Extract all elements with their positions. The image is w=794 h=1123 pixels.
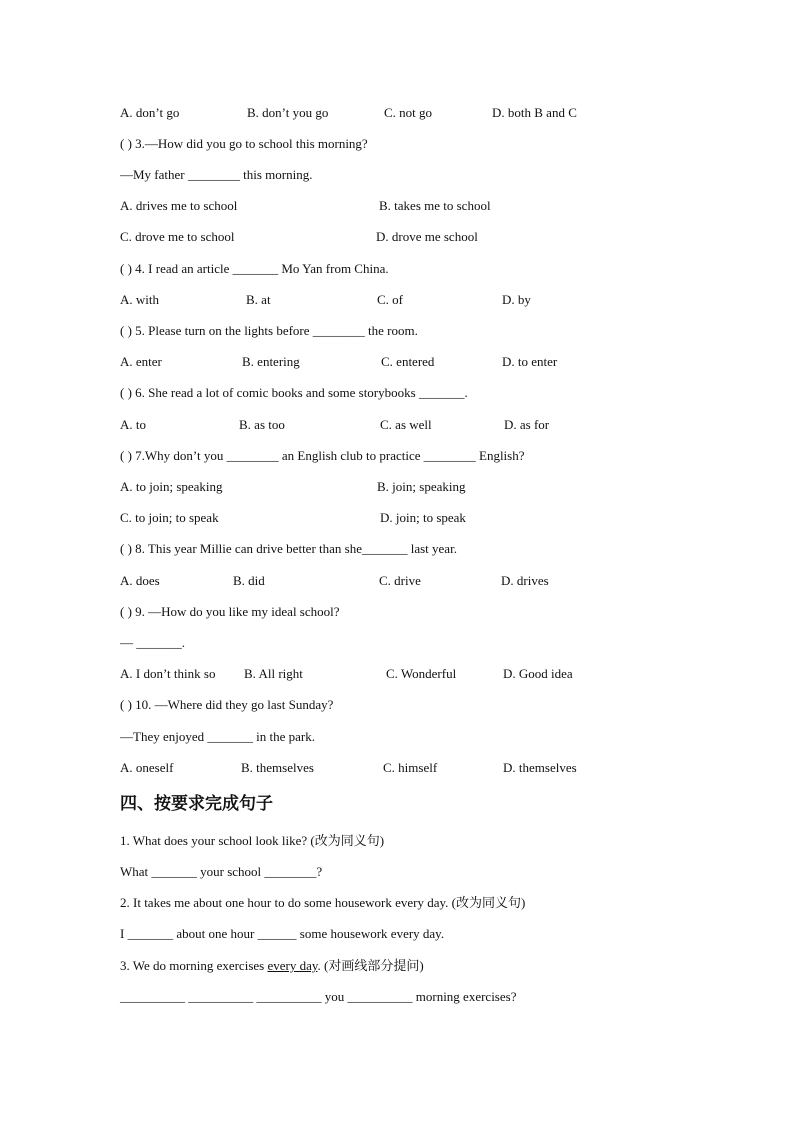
answer-option: B. at — [246, 292, 271, 307]
answer-option: C. entered — [381, 354, 435, 369]
answer-option: D. themselves — [503, 760, 577, 775]
question-line: —They enjoyed _______ in the park. — [120, 729, 315, 744]
answer-option: C. Wonderful — [386, 666, 457, 681]
answer-option: D. Good idea — [503, 666, 573, 681]
question-instruction: . (对画线部分提问) — [317, 958, 424, 973]
answer-option: D. by — [502, 292, 531, 307]
answer-option: A. oneself — [120, 760, 174, 775]
question-line: ( ) 8. This year Millie can drive better than she_______ last year. — [120, 541, 457, 556]
answer-option: C. drive — [379, 573, 421, 588]
answer-option: D. drives — [501, 573, 549, 588]
question-line: ( ) 3.—How did you go to school this morning? — [120, 136, 368, 151]
answer-option: C. of — [377, 292, 403, 307]
answer-option: A. to join; speaking — [120, 479, 223, 494]
answer-option: A. drives me to school — [120, 198, 238, 213]
answer-option: B. takes me to school — [379, 198, 491, 213]
answer-option: A. does — [120, 573, 160, 588]
question-line: — _______. — [120, 635, 185, 650]
answer-option: A. to — [120, 417, 146, 432]
question-line: —My father ________ this morning. — [120, 167, 313, 182]
answer-option: D. join; to speak — [380, 510, 466, 525]
question-line: 1. What does your school look like? (改为同义句) — [120, 833, 385, 848]
question-line: What _______ your school ________? — [120, 864, 323, 879]
question-text: 3. We do morning exercises — [120, 958, 268, 973]
answer-option: D. as for — [504, 417, 550, 432]
answer-option: A. with — [120, 292, 159, 307]
answer-option: B. join; speaking — [377, 479, 466, 494]
answer-option: B. All right — [244, 666, 303, 681]
answer-option: C. to join; to speak — [120, 510, 219, 525]
answer-option: B. as too — [239, 417, 285, 432]
question-line: ( ) 4. I read an article _______ Mo Yan from China. — [120, 261, 389, 276]
question-line: ( ) 9. —How do you like my ideal school? — [120, 604, 340, 619]
question-line: ( ) 6. She read a lot of comic books and some storybooks _______. — [120, 385, 468, 400]
section-heading: 四、按要求完成句子 — [120, 794, 273, 814]
question-line — [120, 958, 424, 974]
answer-option: C. as well — [380, 417, 432, 432]
answer-option: A. enter — [120, 354, 162, 369]
answer-option: B. did — [233, 573, 265, 588]
question-line: ( ) 7.Why don’t you ________ an English club to practice ________ English? — [120, 448, 525, 463]
answer-option: B. don’t you go — [247, 105, 329, 120]
question-line: ( ) 10. —Where did they go last Sunday? — [120, 697, 334, 712]
question-line: ( ) 5. Please turn on the lights before ________ the room. — [120, 323, 418, 338]
answer-option: C. not go — [384, 105, 433, 120]
question-line: __________ __________ __________ you __________ morning exercises? — [120, 989, 517, 1004]
answer-option: A. I don’t think so — [120, 666, 216, 681]
answer-option: D. drove me school — [376, 229, 478, 244]
answer-option: C. himself — [383, 760, 438, 775]
answer-option: C. drove me to school — [120, 229, 235, 244]
underlined-phrase: every day — [267, 958, 318, 973]
answer-option: B. themselves — [241, 760, 314, 775]
answer-option: A. don’t go — [120, 105, 180, 120]
question-line: I _______ about one hour ______ some housework every day. — [120, 926, 445, 941]
answer-option: B. entering — [242, 354, 300, 369]
question-line: 2. It takes me about one hour to do some housework every day. (改为同义句) — [120, 895, 526, 910]
answer-option: D. both B and C — [492, 105, 577, 120]
answer-option: D. to enter — [502, 354, 558, 369]
